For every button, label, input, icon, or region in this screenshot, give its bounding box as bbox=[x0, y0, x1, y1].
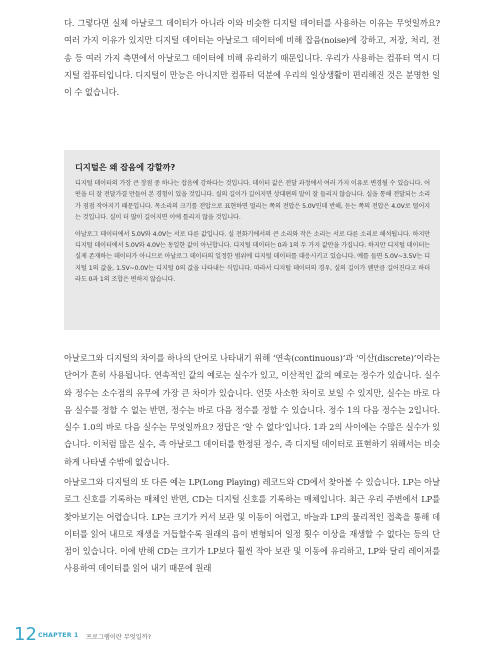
chapter-label: CHAPTER 1 bbox=[38, 632, 79, 639]
body-paragraph-lp-cd: 아날로그와 디지털의 또 다른 예는 LP(Long Playing) 레코드와 CD에서 찾아볼 수 있습니다. LP는 아날로그 신호를 기록하는 매체인 반면, CD는 디지털 신호를 기록하는 매체입니다. 최근 우리 주변에서 LP를 찾아보기는 어렵습니다. LP는 크기가 커서 보관 및 이동이 어렵고, 바늘과 LP의 물리적인 접촉을 통해 데이터를 읽어 내므로 재생을 거듭할수록 원래의 음이 변형되어 일정 횟수 이상을 재생할 수 없다는 등의 단점이 있습니다. 이에 반해 CD는 크기가 LP보다 훨씬 작아 보관 및 이동에 유리하고, LP와 달리 레이저를 사용하여 데이터를 읽어 내기 때문에 원래 bbox=[64, 477, 440, 574]
chapter-title: 프로그램이란 무엇일까? bbox=[86, 634, 152, 641]
body-paragraph-intro: 다. 그렇다면 실제 아날로그 데이터가 아니라 이와 비슷한 디지털 데이터를 사용하는 이유는 무엇일까요? 여러 가지 이유가 있지만 디지털 데이터는 아날로그 데이터에 비해 잡음(noise)에 강하고, 저장, 처리, 전송 등 여러 가지 측면에서 아날로그 데이터에 비해 유리하기 때문입니다. 우리가 사용하는 컴퓨터 역시 디지털 컴퓨터입니다. 디지털이 만능은 아니지만 컴퓨터 덕분에 우리의 일상생활이 편리해진 것은 분명한 일이 수 없습니다. bbox=[64, 18, 440, 98]
page-number: 12 bbox=[14, 624, 37, 645]
sidebar-paragraph-2: 아날로그 데이터에서 5.0V와 4.0V는 서로 다른 값입니다. 실 전화기에서의 큰 소리와 작은 소리는 서로 다른 소리로 해석됩니다. 하지만 디지털 데이터에서 5.0V와 4.0V는 동일한 값이 아닌합니다. 디지털 데이터는 0과 1의 두 가지 값만을 가집니다. 하지만 디지털 데이터는 실제 존재하는 데이터가 아니므로 아날로그 데이터의 일정한 범위에 디지털 데이터를 대응시키고 있습니다. 예를 들면 5.0V~3.5V는 디지털 1의 값을, 1.5V~0.0V는 디지털 0의 값을 나타내는 식입니다. 따라서 디지털 데이터의 경우, 실의 길이가 웬만큼 길어진다고 하더라도 0과 1의 조합은 변하지 않습니다. bbox=[75, 230, 430, 284]
body-paragraph-continuous-discrete: 아날로그와 디지털의 차이를 하나의 단어로 나타내기 위해 ‘연속(continuous)’과 ‘이산(discrete)’이라는 단어가 흔히 사용됩니다. 연속적인 값의 예로는 실수가 있고, 이산적인 값의 예로는 정수가 있습니다. 실수와 정수는 소수점의 유무에 가장 큰 차이가 있습니다. 언뜻 사소한 차이로 보일 수 있지만, 실수는 바로 다음 실수를 정할 수 없는 반면, 정수는 바로 다음 정수를 정할 수 있습니다. 정수 1의 다음 정수는 2입니다. 실수 1.0의 바로 다음 실수는 무엇일까요? 정답은 ‘알 수 없다’입니다. 1과 2의 사이에는 수많은 실수가 있습니다. 이처럼 많은 실수, 즉 아날로그 데이터를 한정된 정수, 즉 디지털 데이터로 표현하기 위해서는 비슷하게 나타낼 수밖에 없습니다. bbox=[64, 353, 440, 467]
sidebar-title: 디지털은 왜 잡음에 강할까? bbox=[75, 162, 176, 172]
sidebar-box-noise bbox=[64, 150, 440, 330]
sidebar-paragraph-1: 디지털 데이터의 가장 큰 장점 중 하나는 잡음에 강하다는 것입니다. 데이터 값은 전달 과정에서 여러 가지 이유로 변경될 수 있습니다. 어떤을 더 잘 전달가결 만들어 본 경험이 있을 것입니다. 실의 길이가 길어지면 상대편의 말이 잘 들리지 않습니다. 실을 통해 전달되는 소리가 점점 작아지기 때문입니다. 목소리의 크기를 전압으로 표현하면 멀리는 쪽의 전압은 5.0V인데 반해, 듣는 쪽의 전압은 4.0V로 떨어지는 것입니다. 실이 더 많이 길어지면 이에 틀리지 않을 것입니다. bbox=[75, 180, 430, 222]
